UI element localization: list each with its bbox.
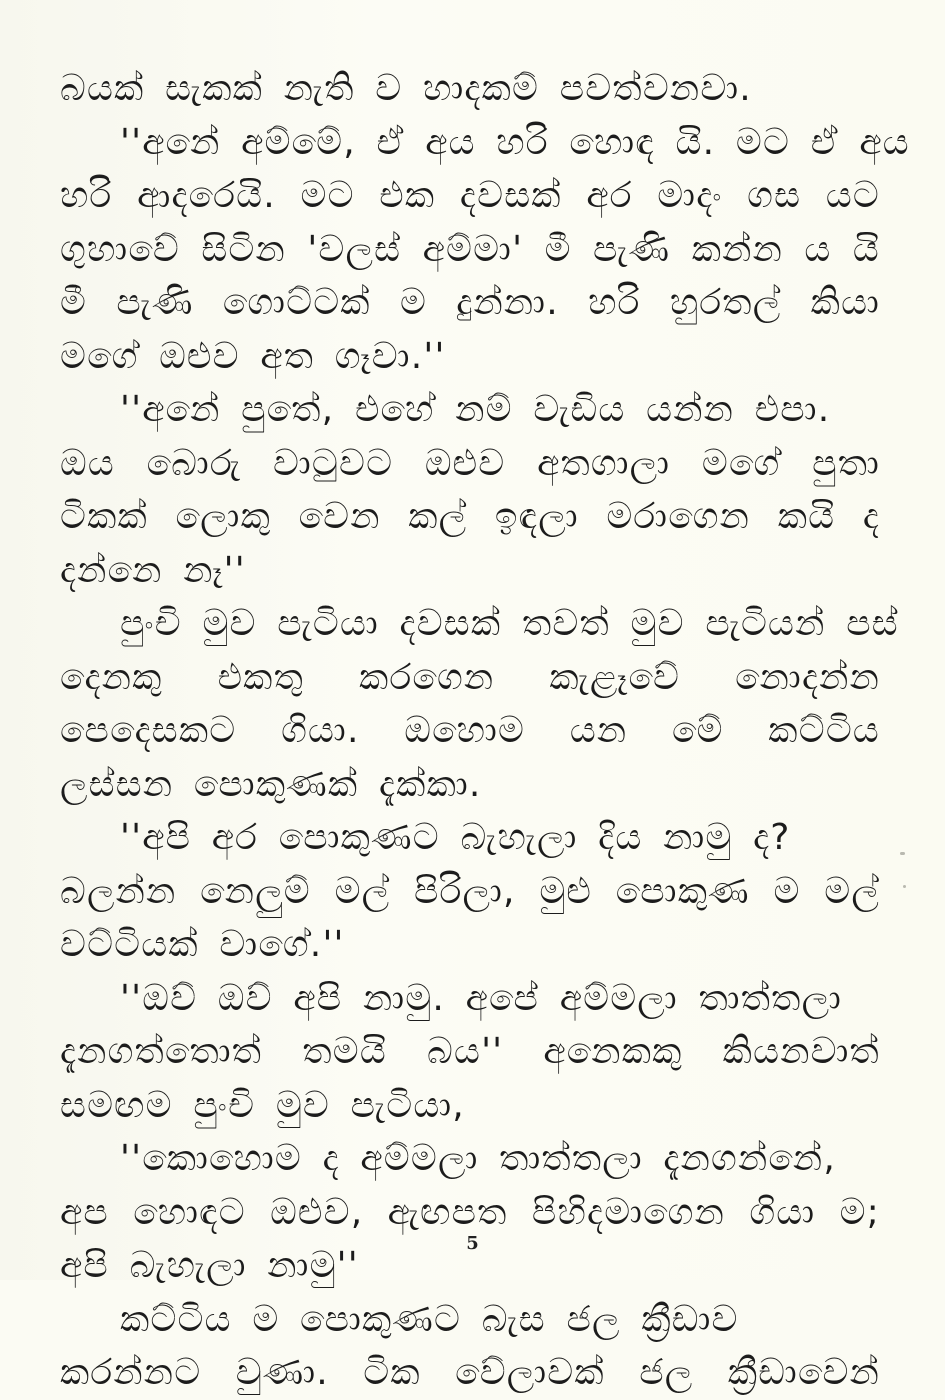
text-line: පෙදෙසකට ගියා. ඔහොම යන මේ කට්ටිය [60, 710, 880, 751]
text-line: දැනගත්තොත් තමයි බය'' අනෙකකු කියනවාත් [60, 1031, 880, 1072]
paper-speck [900, 852, 905, 855]
text-line: බලන්න නෙලුම් මල් පිරිලා, මුළු පොකුණ ම මල් [60, 870, 880, 912]
page-body-text [60, 62, 910, 1400]
text-line: ලස්සන පොකුණක් දැක්කා. [60, 763, 482, 805]
text-line: ටිකක් ලොකු වෙන කල් ඉඳලා මරාගෙන කයි ද [60, 496, 880, 537]
text-line: හරි ආදරෙයි. මට එක දවසක් අර මාදං ගස යට [60, 175, 880, 216]
page-number: 5 [466, 1233, 479, 1254]
text-line: දන්නෙ නෑ'' [60, 549, 246, 591]
text-line: ''ඔව් ඔව් අපි නාමු. අපේ අම්මලා තාත්තලා [120, 977, 843, 1019]
text-line: මී පැණි ගොට්ටක් ම දුන්නා. හරි හුරතල් කියා [60, 282, 880, 323]
text-line: ''අනේ අම්මේ, ඒ අය හරි හොඳ යි. මට ඒ අය [120, 121, 910, 163]
text-line: කරන්නට වුණා. ටික වේලාවක් ජල ක්‍රීඩාවෙන් [60, 1352, 880, 1393]
text-line: පුංචි මුව පැටියා දවසක් තවත් මුව පැටියන් පස් [120, 603, 899, 644]
text-line: ''අනේ පුතේ, එහේ නම් වැඩිය යන්න එපා. [120, 389, 831, 430]
text-line: අප හොඳට ඔළුව, ඇඟපත පිහිදමාගෙන ගියා ම; [60, 1191, 880, 1233]
text-line: අපි බැහැලා නාමු'' [60, 1245, 359, 1286]
text-line: ඔය බොරු වාටුවට ඔළුව අතගාලා මගේ පුතා [60, 442, 880, 484]
text-line: බයක් සැකක් නැති ව හාදකම් පවත්වනවා. [60, 68, 752, 109]
text-line: ''කොහොම ද අම්මලා තාත්තලා දැනගන්නේ, [120, 1138, 837, 1179]
text-line: සමඟම පුංචි මුව පැටියා, [60, 1084, 465, 1126]
paper-speck [903, 885, 906, 888]
text-line: මගේ ඔළුව අත ගෑවා.'' [60, 335, 446, 377]
text-line: කට්ටිය ම පොකුණට බැස ජල ක්‍රීඩාව [120, 1298, 739, 1340]
text-line: දෙනකු එකතු කරගෙන කැළෑවේ නොදන්න [60, 656, 880, 698]
text-line: වට්ටියක් වාගේ.'' [60, 924, 345, 965]
text-line: ගුහාවේ සිටින 'වලස් අම්මා' මී පැණි කන්න ය යි [60, 228, 880, 270]
text-line: ''අපි අර පොකුණට බැහැලා දිය නාමු ද? [120, 817, 791, 858]
